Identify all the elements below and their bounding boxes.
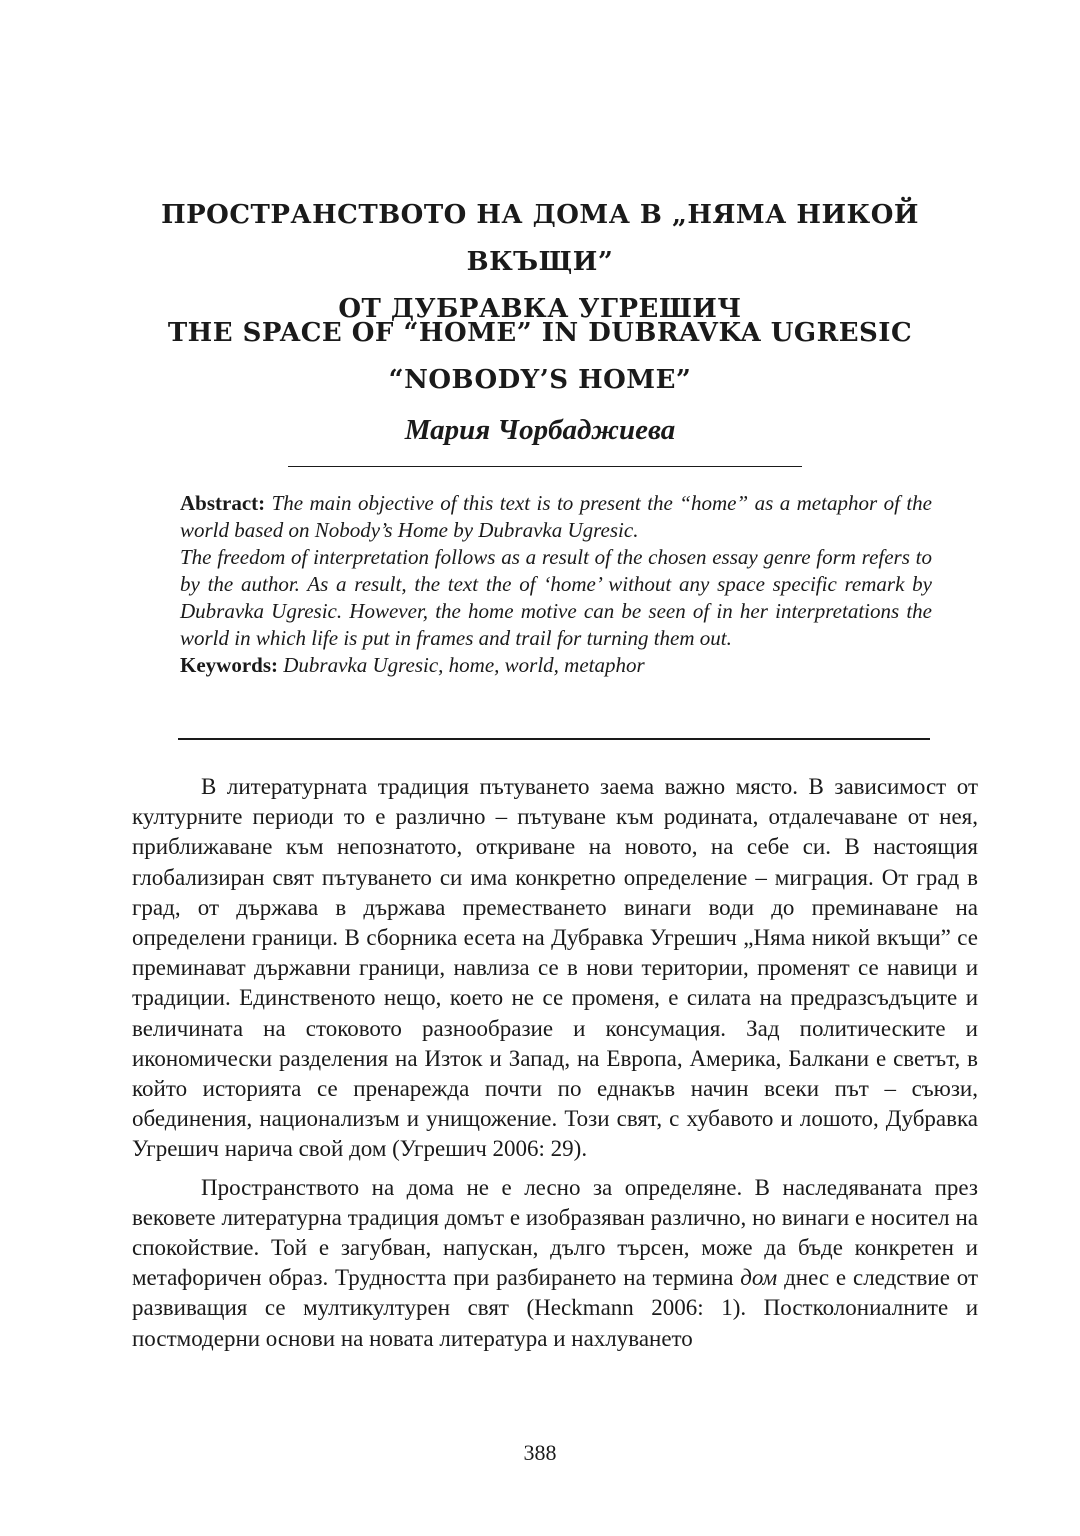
body-text — [132, 772, 978, 1362]
keywords-line — [180, 652, 932, 679]
abstract-label: Abstract: — [180, 491, 266, 515]
author-divider — [288, 466, 802, 467]
body-paragraph-2-end: днес е следствие от развиващия се мултикултурен свят (Heckmann 2006: 1). Постколониалните и постмодерни основи на новата литература и нахлуването — [132, 1265, 979, 1351]
title-bulgarian-line-1: ПРОСТРАНСТВОТО НА ДОМА В „НЯМА НИКОЙ ВКЪЩИ” — [161, 200, 919, 277]
body-paragraph-1: В литературната традиция пътуването заема важно място. В зависимост от културните периоди то е различно – пътуване към родината, отдалечаване от нея, приближаване към непознатото, откриване на новото, на себе си. В настоящия глобализиран свят пътуването си има конкретно определение – миграция. От град в град, от държава в държава преместването винаги води до преминаване на определени граници. В сборника есета на Дубравка Угрешич „Няма никой вкъщи” се преминават държавни граници, навлиза се в нови територии, променят се навици и традиции. Единственото нещо, което не се променя, е силата на предразсъдъците и величината на стоковото разнообразие и консумация. Зад политическите и икономически разделения на Изток и Запад, на Европа, Америка, Балкани е светът, в който историята се пренарежда почти по еднакъв начин всеки път – съюзи, обединения, национализъм и унищожение. Този свят, с хубавото и лошото, Дубравка Угрешич нарича свой дом (Угрешич 2006: 29). — [132, 774, 978, 1162]
title-bulgarian-line-2: ОТ ДУБРАВКА УГРЕШИЧ — [338, 294, 742, 324]
keywords-label: Keywords: — [180, 653, 278, 677]
abstract-block — [180, 490, 932, 679]
abstract-paragraph — [180, 490, 932, 544]
author-name: Мария Чорбаджиева — [404, 414, 676, 446]
title-english-line-1: THE SPACE OF “HOME” IN DUBRAVKA UGRESIC — [167, 318, 913, 348]
abstract-text-2: The freedom of interpretation follows as a result of the chosen essay genre form refers to by the author. As a result, the text the of ‘home’ without any space specific remark by Dubravka Ugresic. However, the home motive can be seen of in her interpretations the world in which life is put in frames and trail for turning them out. — [180, 545, 932, 650]
title-english — [100, 310, 980, 404]
title-english-line-2: “NOBODY’S HOME” — [388, 365, 692, 395]
body-paragraph-2-term: дом — [740, 1265, 778, 1291]
body-paragraph-2 — [132, 1173, 978, 1354]
body-paragraph-2-start: Пространството на дома не е лесно за определяне. В наследяваната през вековете литературна традиция домът е изобразяван различно, но винаги е носител на спокойствие. Той е загубван, напускан, дълго търсен, може да бъде конкретен и метафоричен образ. Трудността при разбирането на термина — [132, 1174, 978, 1291]
page-number: 388 — [523, 1440, 557, 1465]
abstract-divider — [178, 738, 930, 740]
abstract-text-1: The main objective of this text is to present the “home” as a metaphor of the world based on Nobody’s Home by Dubravka Ugresic. — [180, 491, 932, 542]
keywords-text: Dubravka Ugresic, home, world, metaphor — [278, 653, 645, 677]
abstract-paragraph-2 — [180, 544, 932, 652]
